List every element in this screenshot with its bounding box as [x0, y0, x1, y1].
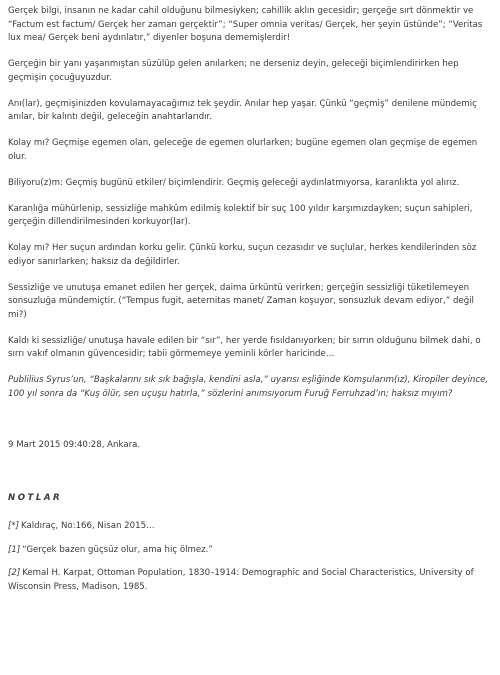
note-ref-link[interactable]: [2] — [8, 568, 21, 578]
date-line: 9 Mart 2015 09:40:28, Ankara. — [8, 440, 141, 450]
paragraph: Karanlığa mühürlenip, sessizliğe mahkûm edilmiş kolektif bir suç 100 yıldır karşımızdayken; suçun sahipleri, gerçeğin dillendirilmesinden korkuyor(lar). — [8, 203, 473, 227]
paragraph: Kaldı ki sessizliğe/ unutuşa havale edilen bir “sır”, her yerde fısıldanıyorken; bir sırrın olduğunu bilmek dahi, o sırrı vakıf olmanın güvencesidir; tabii görmemeye yeminli körler haricinde… — [8, 335, 481, 359]
note-text: Kaldıraç, No:166, Nisan 2015… — [21, 521, 155, 531]
paragraph: Sessizliğe ve unutuşa emanet edilen her gerçek, daima ürküntü verirken; gerçeğin sessizliği tüketilemeyen sonsuzluğa mündemiçtir. (“Tempus fugit, aeternitas manet/ Zaman koşuyor, sonsuzluk devam ediyor,” değil mi?) — [8, 282, 474, 320]
note-item — [8, 567, 492, 594]
paragraph: Kolay mı? Geçmişe egemen olan, geleceğe de egemen olurlarken; bugüne egemen olan geçmişe de egemen olur. — [8, 138, 478, 162]
paragraph: Biliyoru(z)m: Geçmiş bugünü etkiler/ biçimlendirir. Geçmiş geleceği aydınlatmıyorsa, karanlıkta yol alırız. — [8, 177, 460, 188]
notes-heading: NOTLAR — [8, 493, 63, 503]
note-ref-link[interactable]: [*] — [8, 521, 20, 531]
note-text: “Gerçek bazen güçsüz olur, ama hiç ölmez.” — [22, 544, 213, 555]
paragraph: Kolay mı? Her suçun ardından korku gelir. Çünkü korku, suçun cezasıdır ve suçlular, herkes kendilerinden söz ediyor sanırlarken; haksız da değildirler. — [8, 243, 477, 267]
note-item — [8, 544, 492, 558]
paragraph: Gerçek bilgi, insanın ne kadar cahil olduğunu bilmesiyken; cahillik aklın gecesidir; gerçeğe sırt dönmektir ve “Factum est factum/ Gerçek her zaman gerçektir”; “Super omnia veritas/ Gerçek, her şeyin üstünde”; “Veritas lux mea/ Gerçek beni aydınlatır,” diyenler boşuna dememişlerdir! — [8, 6, 483, 43]
note-ref-link[interactable]: [1] — [8, 544, 21, 555]
note-item — [8, 520, 492, 534]
paragraph: Gerçeğin bir yanı yaşanmıştan süzülüp gelen anılarken; ne derseniz deyin, geleceği biçimlendirirken hep geçmişin çocuğuyuzdur. — [8, 59, 459, 83]
note-text: Kemal H. Karpat, Ottoman Population, 1830–1914: Demographic and Social Characteristics, University of Wisconsin Press, Madison, 1985. — [8, 568, 474, 592]
closing-quote: Publilius Syrus’un, “Başkalarını sık sık bağışla, kendini asla,” uyarısı eşliğinde Komşularım(ız), Kiropiler deyince, 100 yıl sonra da “Kuş ölür, sen uçuşu hatırla,” sözlerini anımsıyorum Furuğ Ferruhzad’ın; haksız mıyım? — [8, 375, 489, 399]
paragraph: Anı(lar), geçmişinizden kovulamayacağımız tek şeydir. Anılar hep yaşar. Çünkü “geçmiş” denilene mündemiç anılar, bir kalıntı değil, geleceğin anahtarlarıdır. — [8, 98, 477, 122]
